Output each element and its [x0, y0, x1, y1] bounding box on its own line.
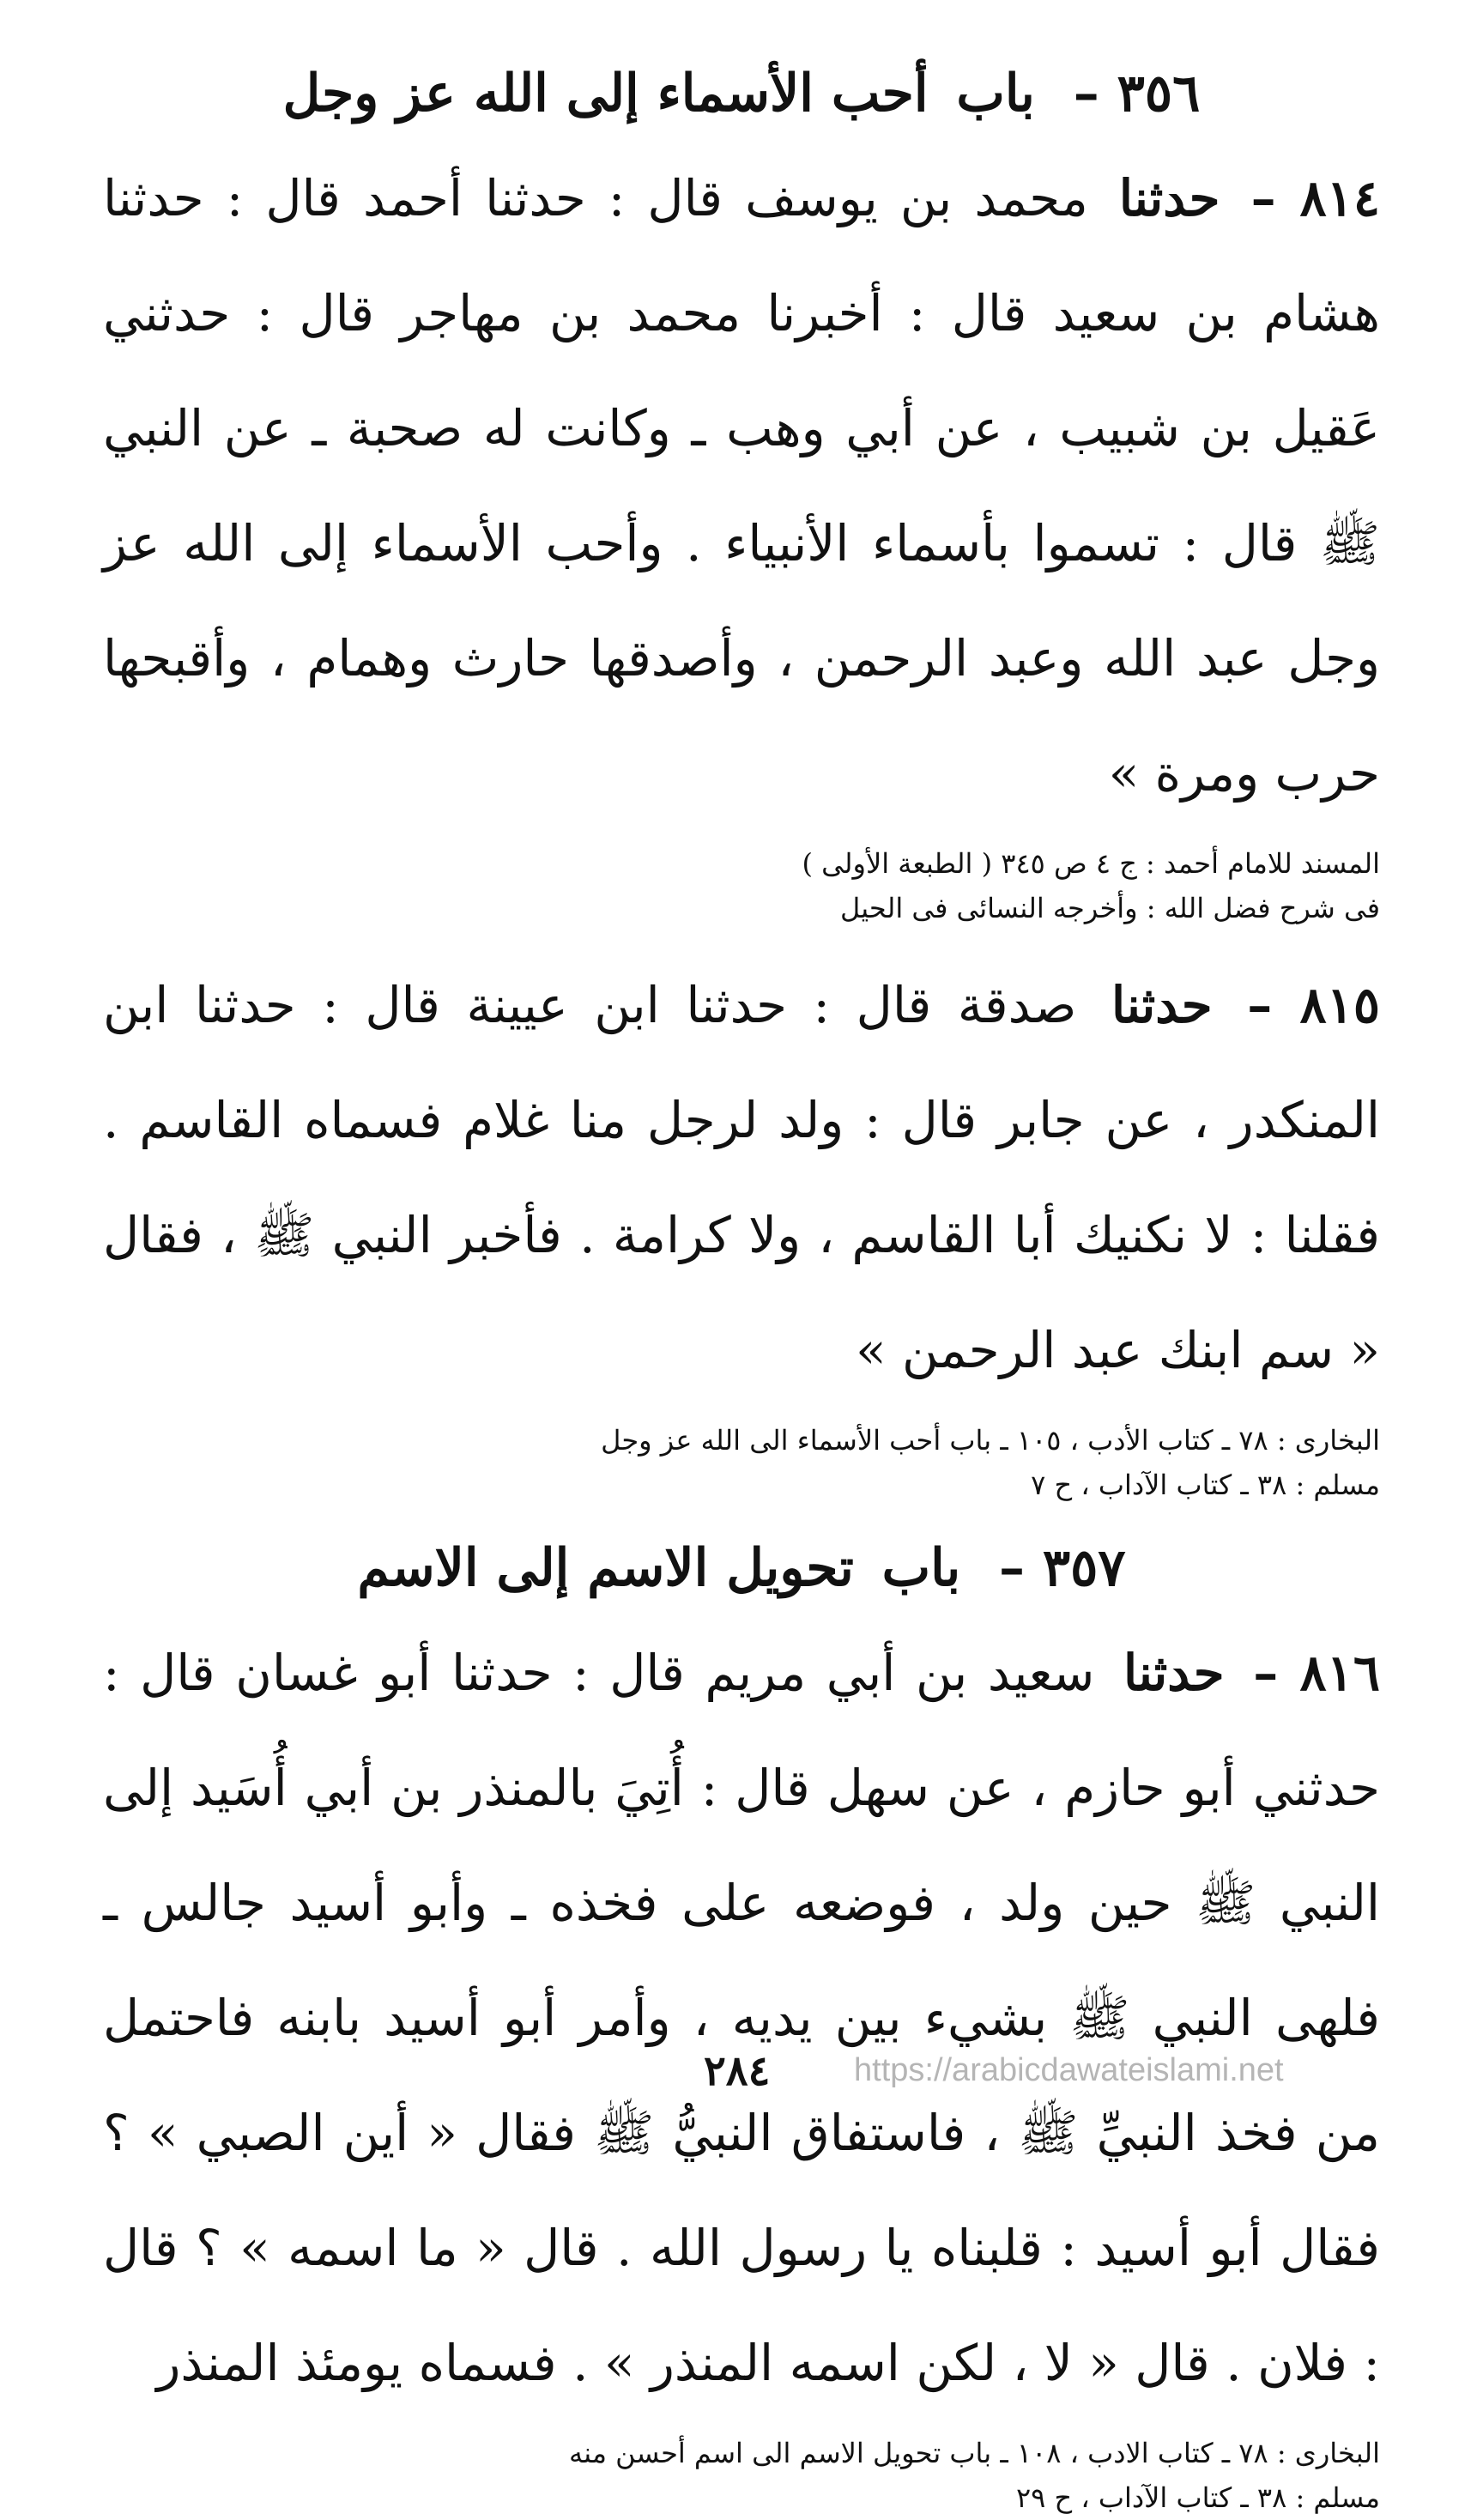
chapter-bab-label: باب: [956, 64, 1035, 124]
chapter-number: ٣٥٧ –: [999, 1538, 1126, 1598]
hadith-text: سعيد بن أبي مريم قال : حدثنا أبو غسان قال : حدثني أبو حازم ، عن سهل قال : أُتِيَ بالمنذر بن أبي أُسَيد إلى النبي ﷺ حين ولد ، فوضعه على فخذه ـ وأبو أسيد جالس ـ فلهى النبي ﷺ بشيء بين يديه ، وأمر أبو أسيد بابنه فاحتمل من فخذ النبيِّ ﷺ ، فاستفاق النبيُّ ﷺ فقال « أين الصبي » ؟ فقال أبو أسيد : قلبناه يا رسول الله . قال « ما اسمه » ؟ قال : فلان . قال « لا ، لكن اسمه المنذر » . فسماه يومئذ المنذر: [103, 1644, 1380, 2392]
footnote: مسلم : ٣٨ ـ كتاب الآداب ، ح ٧: [1031, 1469, 1380, 1501]
watermark-url: https://arabicdawateislami.net: [854, 2052, 1284, 2088]
footnote: المسند للامام أحمد : ج ٤ ص ٣٤٥ ( الطبعة الأولى ): [802, 847, 1380, 880]
chapter-heading: [103, 1535, 1380, 1602]
hadith-opening-word: حدثنا: [1123, 1644, 1225, 1702]
page-footer: [0, 2047, 1483, 2116]
hadith-text: محمد بن يوسف قال : حدثنا أحمد قال : حدثنا هشام بن سعيد قال : أخبرنا محمد بن مهاجر قال : حدثني عَقيل بن شبيب ، عن أبي وهب ـ وكانت له صحبة ـ عن النبي ﷺ قال : تسموا بأسماء الأنبياء . وأحب الأسماء إلى الله عز وجل عبد الله وعبد الرحمن ، وأصدقها حارث وهمام ، وأقبحها حرب ومرة »: [103, 169, 1380, 803]
hadith-text: صدقة قال : حدثنا ابن عيينة قال : حدثنا ابن المنكدر ، عن جابر قال : ولد لرجل منا غلام فسماه القاسم . فقلنا : لا نكنيك أبا القاسم ، ولا كرامة . فأخبر النبي ﷺ ، فقال « سم ابنك عبد الرحمن »: [103, 976, 1380, 1379]
hadith-paragraph: [103, 948, 1380, 1408]
hadith-opening-word: حدثنا: [1118, 169, 1220, 227]
document-page: [103, 51, 1381, 2514]
page-number: ٢٨٤: [704, 2047, 771, 2095]
hadith-paragraph: [103, 1615, 1380, 2420]
footnotes: [103, 841, 1380, 930]
hadith-number: ٨١٤ –: [1250, 169, 1380, 227]
chapter-number: ٣٥٦ –: [1073, 64, 1201, 124]
footnote: مسلم : ٣٨ ـ كتاب الآداب ، ح ٢٩: [1015, 2481, 1380, 2514]
chapter-bab-label: باب: [881, 1538, 961, 1598]
chapter-title: تحويل الاسم إلى الاسم: [357, 1538, 854, 1598]
footnotes: [103, 1418, 1380, 1507]
chapter-title: أحب الأسماء إلى الله عز وجل: [282, 64, 929, 124]
hadith-number: ٨١٥ –: [1247, 976, 1381, 1034]
hadith-paragraph: [103, 141, 1380, 831]
footnote: البخارى : ٧٨ ـ كتاب الادب ، ١٠٨ ـ باب تحويل الاسم الى اسم أحسن منه: [569, 2437, 1380, 2469]
hadith-opening-word: حدثنا: [1111, 976, 1213, 1034]
chapter-heading: [103, 60, 1380, 127]
footnote: البخارى : ٧٨ ـ كتاب الأدب ، ١٠٥ ـ باب أحب الأسماء الى الله عز وجل: [601, 1424, 1380, 1457]
hadith-number: ٨١٦ –: [1253, 1644, 1381, 1702]
footnote: فى شرح فضل الله : وأخرجه النسائى فى الحيل: [840, 892, 1380, 924]
footnotes: [103, 2431, 1380, 2520]
